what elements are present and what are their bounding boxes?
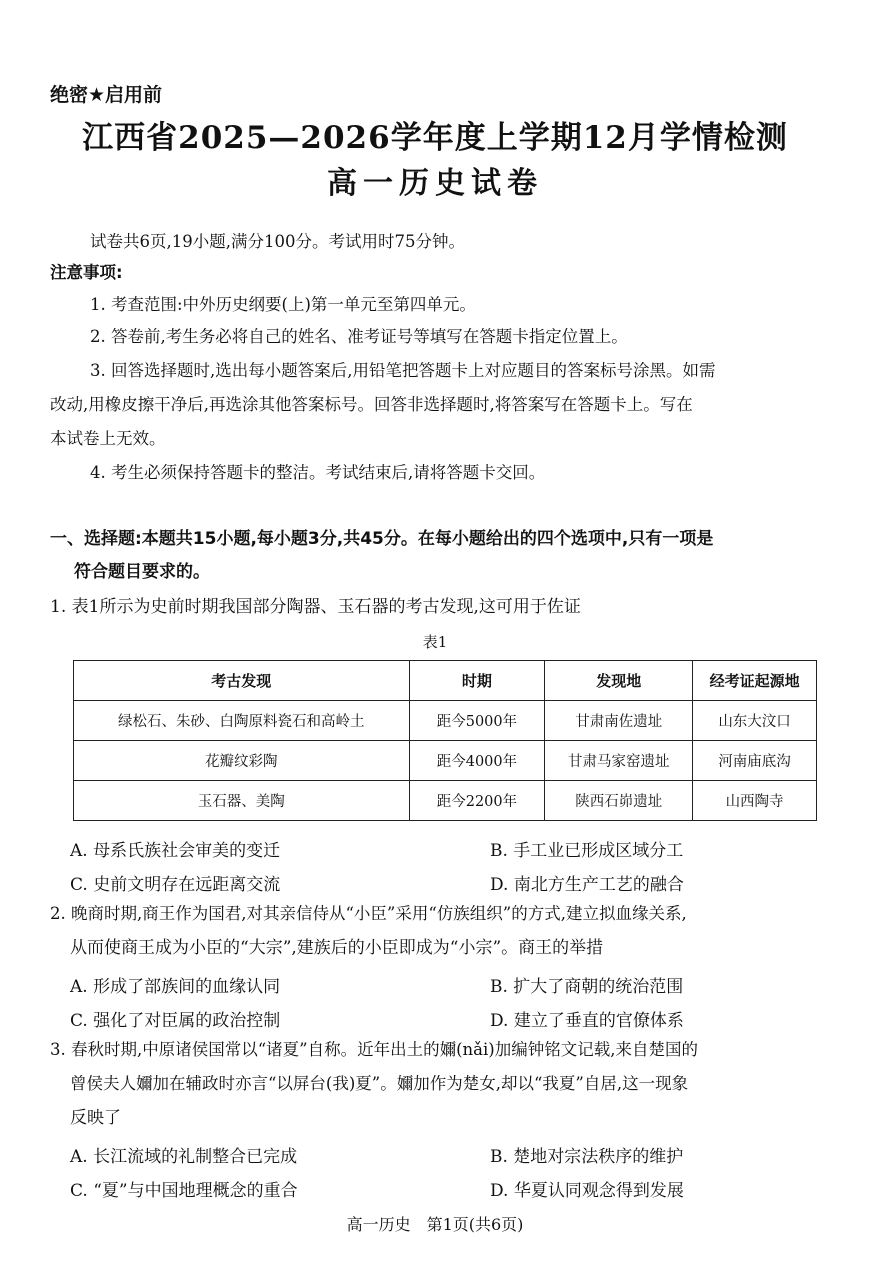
table-row	[74, 741, 817, 781]
section-heading-line1: 一、选择题:本题共15小题,每小题3分,共45分。在每小题给出的四个选项中,只有一项是	[50, 529, 714, 549]
table-header-cell: 经考证起源地	[693, 661, 817, 701]
table-row	[74, 781, 817, 821]
q2-option-c[interactable]: C. 强化了对臣属的政治控制	[70, 1011, 281, 1031]
q1-stem: 1. 表1所示为史前时期我国部分陶器、玉石器的考古发现,这可用于佐证	[50, 597, 581, 617]
subject-title: 高一历史试卷	[327, 166, 543, 201]
section-heading-line2: 符合题目要求的。	[74, 562, 210, 582]
table-cell: 甘肃南佐遗址	[545, 701, 693, 741]
q3-stem-line2: 曾侯夫人嬭加在辅政时亦言“以屏台(我)夏”。嬭加作为楚女,却以“我夏”自居,这一现象	[70, 1074, 689, 1093]
q1-table	[73, 660, 817, 821]
table-cell: 距今4000年	[409, 741, 545, 781]
table-header-cell: 发现地	[545, 661, 693, 701]
q2-option-d[interactable]: D. 建立了垂直的官僚体系	[490, 1011, 684, 1031]
q3-stem-line3: 反映了	[70, 1108, 121, 1128]
q1-option-b[interactable]: B. 手工业已形成区域分工	[490, 841, 684, 861]
q3-option-c[interactable]: C. “夏”与中国地理概念的重合	[70, 1181, 298, 1201]
table-header-cell: 时期	[409, 661, 545, 701]
table-header-cell: 考古发现	[74, 661, 410, 701]
table-cell: 绿松石、朱砂、白陶原料瓷石和高岭土	[74, 701, 410, 741]
table-cell: 距今5000年	[409, 701, 545, 741]
notice-item-2: 2. 答卷前,考生务必将自己的姓名、准考证号等填写在答题卡指定位置上。	[90, 327, 628, 346]
table-caption: 表1	[422, 633, 448, 651]
q2-stem-line2: 从而使商王成为小臣的“大宗”,建族后的小臣即成为“小宗”。商王的举措	[70, 938, 604, 958]
exam-title: 江西省2025—2026学年度上学期12月学情检测	[82, 120, 788, 156]
notice-item-3-end: 本试卷上无效。	[50, 429, 166, 448]
q1-option-d[interactable]: D. 南北方生产工艺的融合	[490, 875, 684, 895]
q2-option-a[interactable]: A. 形成了部族间的血缘认同	[70, 977, 281, 997]
page-footer: 高一历史 第1页(共6页)	[346, 1215, 524, 1234]
q2-stem-line1: 2. 晚商时期,商王作为国君,对其亲信侍从“小臣”采用“仿族组织”的方式,建立拟血缘关系,	[50, 904, 687, 923]
q1-option-a[interactable]: A. 母系氏族社会审美的变迁	[70, 841, 281, 861]
section-heading	[50, 523, 825, 589]
q3-option-b[interactable]: B. 楚地对宗法秩序的维护	[490, 1147, 684, 1167]
table-cell: 花瓣纹彩陶	[74, 741, 410, 781]
table-cell: 陕西石峁遗址	[545, 781, 693, 821]
q1-option-c[interactable]: C. 史前文明存在远距离交流	[70, 875, 281, 895]
exam-intro: 试卷共6页,19小题,满分100分。考试用时75分钟。	[90, 232, 465, 251]
table-cell: 山东大汶口	[693, 701, 817, 741]
table-cell: 山西陶寺	[693, 781, 817, 821]
notice-heading: 注意事项:	[50, 263, 123, 282]
notice-item-1: 1. 考查范围:中外历史纲要(上)第一单元至第四单元。	[90, 295, 476, 314]
table-cell: 玉石器、美陶	[74, 781, 410, 821]
notice-item-4: 4. 考生必须保持答题卡的整洁。考试结束后,请将答题卡交回。	[90, 463, 546, 482]
secret-mark: 绝密★启用前	[50, 84, 163, 106]
notice-item-3-cont: 改动,用橡皮擦干净后,再选涂其他答案标号。回答非选择题时,将答案写在答题卡上。写在	[50, 395, 693, 414]
q3-stem-line1: 3. 春秋时期,中原诸侯国常以“诸夏”自称。近年出土的嬭(nǎi)加编钟铭文记载,来自楚国的	[50, 1040, 698, 1059]
table-row	[74, 701, 817, 741]
table-cell: 河南庙底沟	[693, 741, 817, 781]
table-cell: 距今2200年	[409, 781, 545, 821]
q3-option-a[interactable]: A. 长江流域的礼制整合已完成	[70, 1147, 298, 1167]
q3-option-d[interactable]: D. 华夏认同观念得到发展	[490, 1181, 684, 1201]
table-header-row	[74, 661, 817, 701]
notice-item-3: 3. 回答选择题时,选出每小题答案后,用铅笔把答题卡上对应题目的答案标号涂黑。如需	[90, 361, 716, 380]
table-cell: 甘肃马家窑遗址	[545, 741, 693, 781]
q2-option-b[interactable]: B. 扩大了商朝的统治范围	[490, 977, 684, 997]
